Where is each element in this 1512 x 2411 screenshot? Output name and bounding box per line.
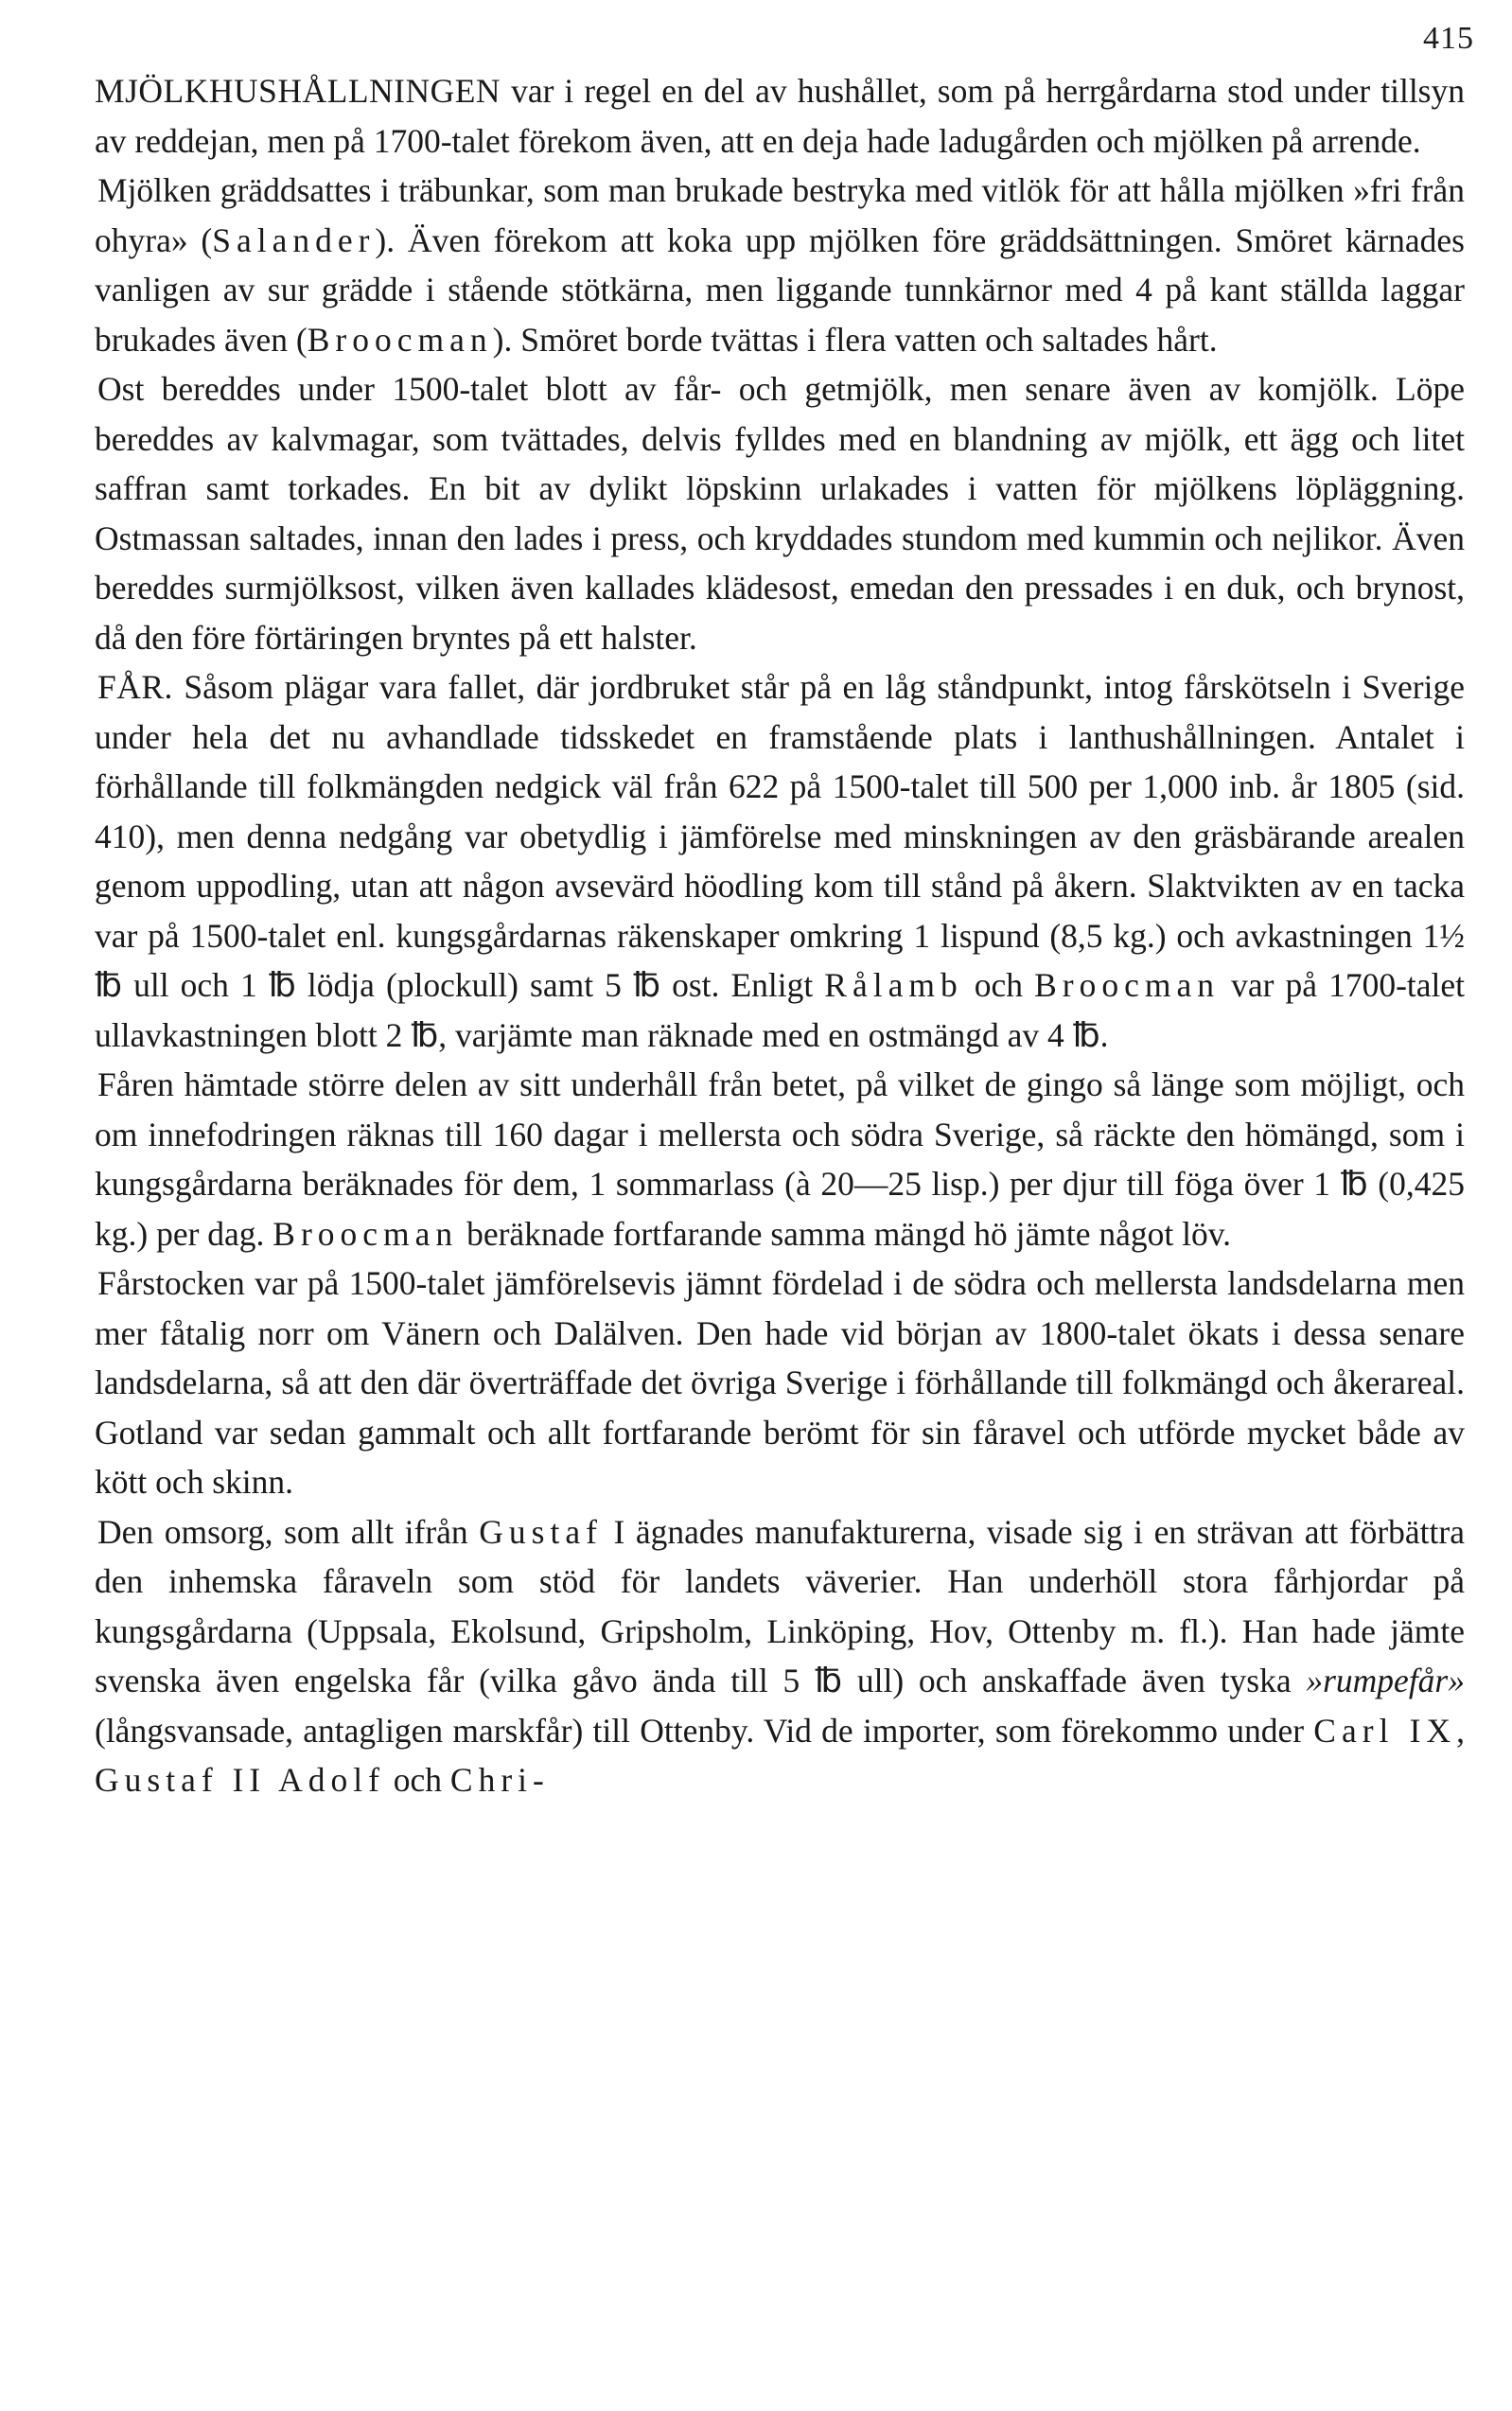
paragraph-text: var på 1700-talet ullavkastningen blott 2 ℔, varjämte man räknade med en ostmängd av 4 ℔.: [95, 966, 1465, 1054]
paragraph-text: ). Smöret borde tvättas i flera vatten och saltades hårt.: [492, 320, 1218, 359]
paragraph: [95, 66, 1465, 166]
paragraph-text: ). Även förekom att koka upp mjölken före gräddsättningen. Smöret kärnades vanligen av sur grädde i stående stötkärna, men liggande tunnkärnor med 4 på kant ställda laggar brukades även (: [95, 220, 1465, 359]
spaced-name: Gustaf: [479, 1512, 603, 1551]
paragraph-text: och: [962, 966, 1035, 1004]
paragraph: [95, 1258, 1465, 1507]
spaced-name: Gustaf II Adolf: [95, 1761, 385, 1799]
paragraph-text: var i regel en del av hushållet, som på herrgårdarna stod under tillsyn av reddejan, men på 1700-talet förekom även, att en deja hade ladugården och mjölken på arrende.: [95, 72, 1465, 160]
paragraph-text: Mjölken gräddsattes i träbunkar, som man brukade bestryka med vitlök för att hålla mjölken »fri från ohyra» (: [95, 171, 1465, 259]
paragraph-text: beräknade fortfarande samma mängd hö jämte något löv.: [458, 1214, 1232, 1253]
spaced-name: Broocman: [307, 320, 493, 359]
spaced-name: Chri-: [449, 1761, 550, 1799]
paragraph-text: Den omsorg, som allt ifrån: [97, 1512, 480, 1551]
paragraph: [95, 1507, 1465, 1805]
section-heading: MJÖLKHUSHÅLLNINGEN: [95, 72, 501, 110]
spaced-name: Carl IX: [1313, 1711, 1457, 1750]
paragraph-text: ,: [1456, 1711, 1465, 1750]
paragraph-text: I ägnades manufakturerna, visade sig i en strävan att förbättra den inhemska fåraveln som stöd för landets väverier. Han underhöll stora fårhjordar på kungsgårdarna (Uppsala, Ekolsund, Gripsholm, Linköping, Hov, Ottenby m. fl.). Han hade jämte svenska även engelska får (vilka gåvo ända till 5 ℔ ull) och anskaffade även tyska: [95, 1512, 1465, 1699]
spaced-name: Broocman: [273, 1214, 459, 1253]
paragraph-text: Fårstocken var på 1500-talet jämförelsevis jämnt fördelad i de södra och mellersta landsdelarna men mer fåtalig norr om Vänern och Dalälven. Den hade vid början av 1800-talet ökats i dessa senare landsdelarna, så att den där överträffade det övriga Sverige i förhållande till folkmängd och åkerareal. Gotland var sedan gammalt och allt fortfarande berömt för sin fåravel och utförde mycket både av kött och skinn.: [95, 1264, 1465, 1501]
spaced-name: Broocman: [1034, 966, 1221, 1004]
paragraph: [95, 166, 1465, 364]
page-number: 415: [1423, 21, 1474, 56]
italic-term: »rumpefår»: [1306, 1662, 1465, 1699]
paragraph-text: (långsvansade, antagligen marskfår) till Ottenby. Vid de importer, som förekommo under: [95, 1711, 1314, 1750]
paragraph: [95, 364, 1465, 662]
paragraph-text: Ost bereddes under 1500-talet blott av får- och getmjölk, men senare även av komjölk. Löpe bereddes av kalvmagar, som tvättades, delvis fylldes med en blandning av mjölk, ett ägg och litet saffran samt torkades. En bit av dylikt löpskinn urlakades i vatten för mjölkens löpläggning. Ostmassan saltades, innan den lades i press, och kryddades stundom med kummin och nejlikor. Även bereddes surmjölksost, vilken även kallades klädesost, emedan den pressades i en duk, och brynost, då den före förtäringen bryntes på ett halster.: [95, 370, 1465, 657]
paragraph: [95, 1060, 1465, 1258]
spaced-name: Salander: [212, 220, 376, 259]
paragraph-text: Fåren hämtade större delen av sitt underhåll från betet, på vilket de gingo så länge som möjligt, och om innefodringen räknas till 160 dagar i mellersta och södra Sverige, så räckte den hömängd, som i kungsgårdarna beräknades för dem, 1 sommarlass (à 20—25 lisp.) per djur till föga över 1 ℔ (0,425 kg.) per dag.: [95, 1065, 1465, 1253]
body-text: [95, 66, 1465, 1805]
paragraph-text: och: [384, 1761, 450, 1799]
spaced-name: Rålamb: [824, 966, 963, 1004]
section-heading: FÅR.: [97, 668, 173, 706]
paragraph-text: Såsom plägar vara fallet, där jordbruket står på en låg ståndpunkt, intog fårskötseln i Sverige under hela det nu avhandlade tidsskedet en framstående plats i lanthushållningen. Antalet i förhållande till folkmängden nedgick väl från 622 på 1500-talet till 500 per 1,000 inb. år 1805 (sid. 410), men denna nedgång var obetydlig i jämförelse med minskningen av den gräsbärande arealen genom uppodling, utan att någon avsevärd höodling kom till stånd på åkern. Slaktvikten av en tacka var på 1500-talet enl. kungsgårdarnas räkenskaper omkring 1 lispund (8,5 kg.) och avkastningen 1½ ℔ ull och 1 ℔ lödja (plockull) samt 5 ℔ ost. Enligt: [95, 668, 1465, 1004]
paragraph: [95, 662, 1465, 1060]
